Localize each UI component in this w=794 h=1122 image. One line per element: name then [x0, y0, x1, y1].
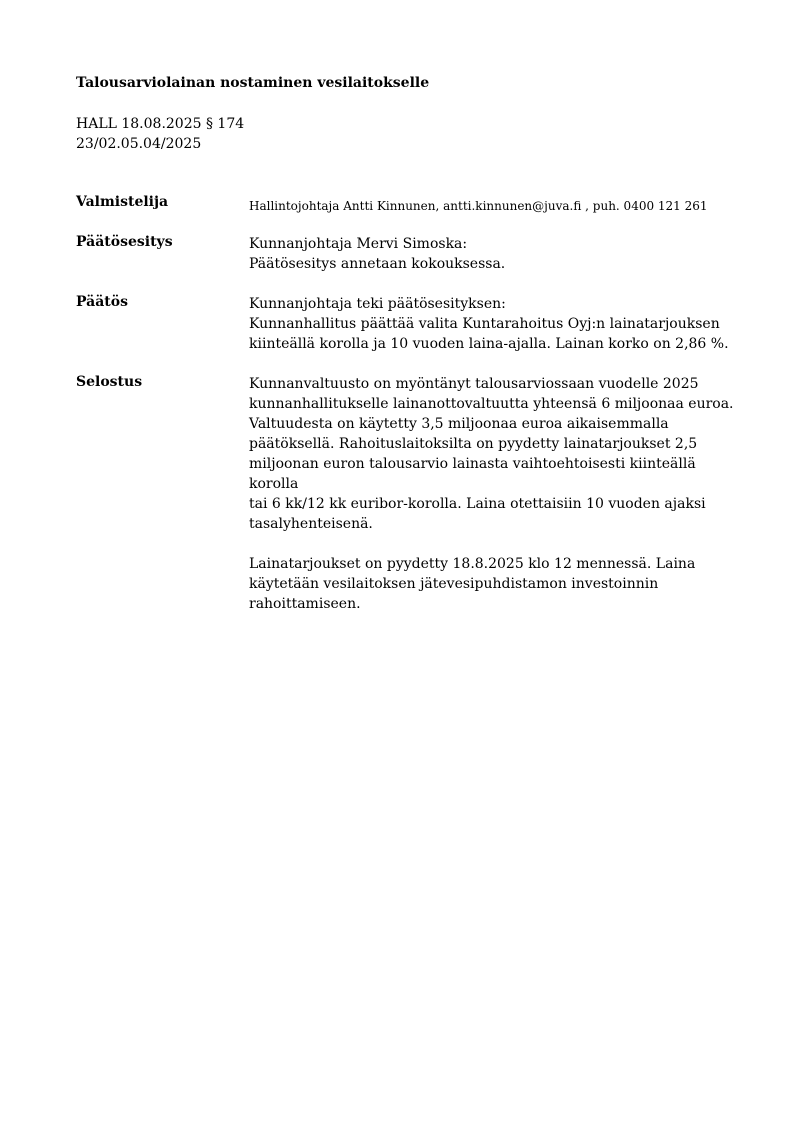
proposal-text [249, 234, 749, 274]
explanation-line: Lainatarjoukset on pyydetty 18.8.2025 klo 12 mennessä. Laina [249, 556, 696, 572]
explanation-line: tasalyhenteisenä. [249, 516, 373, 532]
decision-text [249, 294, 749, 354]
meeting-reference: HALL 18.08.2025 § 174 [76, 116, 245, 132]
decision-line: Kunnanjohtaja teki päätösesityksen: [249, 296, 506, 312]
explanation-line: Valtuudesta on käytetty 3,5 miljoonaa euroa aikaisemmalla [249, 416, 669, 432]
explanation-line: käytetään vesilaitoksen jätevesipuhdistamon investoinnin [249, 576, 659, 592]
explanation-line: miljoonan euron talousarvio lainasta vaihtoehtoisesti kiinteällä korolla [249, 456, 696, 492]
explanation-text [249, 374, 749, 614]
decision-line: Kunnanhallitus päättää valita Kuntarahoitus Oyj:n lainatarjouksen [249, 316, 720, 332]
decision-line: kiinteällä korolla ja 10 vuoden laina-ajalla. Lainan korko on 2,86 %. [249, 336, 729, 352]
explanation-line: tai 6 kk/12 kk euribor-korolla. Laina otettaisiin 10 vuoden ajaksi [249, 496, 706, 512]
explanation-line: rahoittamiseen. [249, 596, 361, 612]
section-label-selostus: Selostus [76, 374, 143, 390]
explanation-line: päätöksellä. Rahoituslaitoksilta on pyydetty lainatarjoukset 2,5 [249, 436, 698, 452]
section-label-valmistelija: Valmistelija [76, 194, 169, 210]
section-label-paatosesitys: Päätösesitys [76, 234, 173, 250]
preparer-info: Hallintojohtaja Antti Kinnunen, antti.kinnunen@juva.fi , puh. 0400 121 261 [249, 199, 708, 213]
proposal-line: Kunnanjohtaja Mervi Simoska: [249, 236, 468, 252]
explanation-line: kunnanhallitukselle lainanottovaltuutta yhteensä 6 miljoonaa euroa. [249, 396, 734, 412]
paragraph-spacer [249, 534, 749, 554]
proposal-line: Päätösesitys annetaan kokouksessa. [249, 256, 506, 272]
document-title: Talousarviolainan nostaminen vesilaitokselle [76, 75, 430, 91]
section-label-paatos: Päätös [76, 294, 128, 310]
record-number: 23/02.05.04/2025 [76, 136, 202, 152]
explanation-line: Kunnanvaltuusto on myöntänyt talousarviossaan vuodelle 2025 [249, 376, 699, 392]
